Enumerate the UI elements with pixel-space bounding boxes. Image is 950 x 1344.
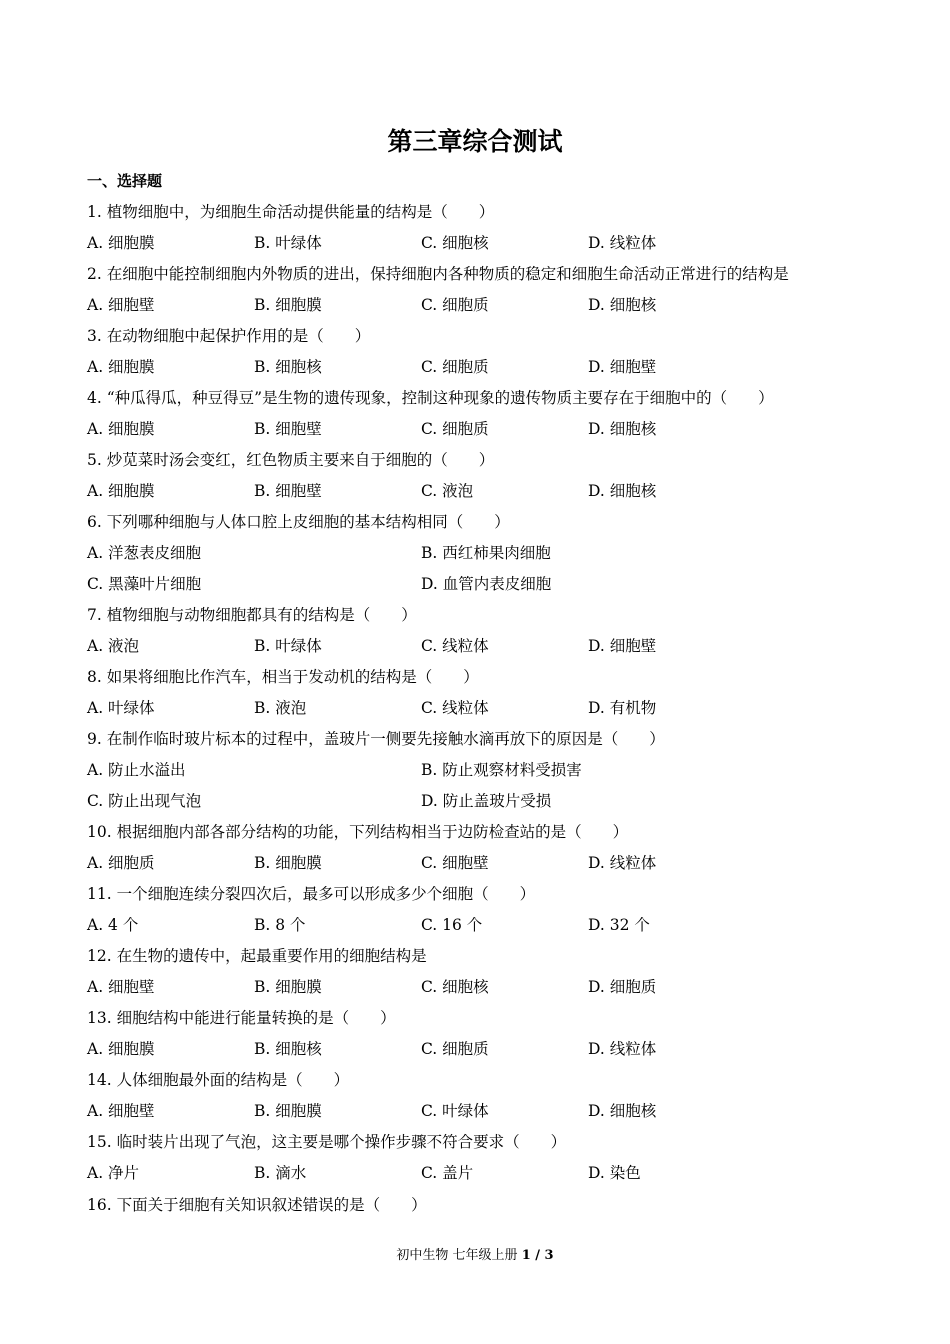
footer-text: 初中生物 七年级上册 [396,1248,522,1263]
option: A. 细胞膜 [87,358,155,376]
option: B. 细胞膜 [254,296,322,314]
option: A. 细胞膜 [87,482,155,500]
option: B. 细胞核 [254,1040,322,1058]
option: A. 净片 [87,1164,140,1182]
question-1: 1. 植物细胞中，为细胞生命活动提供能量的结构是（ ） [87,203,495,221]
option: D. 32 个 [588,916,650,934]
option: B. 液泡 [254,699,307,717]
question-3: 3. 在动物细胞中起保护作用的是（ ） [87,327,371,345]
question-8: 8. 如果将细胞比作汽车，相当于发动机的结构是（ ） [87,668,479,686]
option: D. 防止盖玻片受损 [421,792,552,810]
option: A. 叶绿体 [87,699,155,717]
option: D. 细胞壁 [588,637,657,655]
option: D. 细胞核 [588,1102,657,1120]
question-4: 4. “种瓜得瓜，种豆得豆”是生物的遗传现象，控制这种现象的遗传物质主要存在于细胞中的（ ） [87,389,774,407]
question-15: 15. 临时装片出现了气泡，这主要是哪个操作步骤不符合要求（ ） [87,1133,567,1151]
option: A. 细胞膜 [87,234,155,252]
option: D. 染色 [588,1164,641,1182]
option: A. 细胞膜 [87,420,155,438]
option: C. 细胞质 [421,1040,489,1058]
option: D. 线粒体 [588,234,657,252]
option: B. 细胞壁 [254,420,322,438]
question-10: 10. 根据细胞内部各部分结构的功能，下列结构相当于边防检查站的是（ ） [87,823,629,841]
option: A. 4 个 [87,916,139,934]
option: C. 细胞质 [421,358,489,376]
option: C. 16 个 [421,916,483,934]
option: B. 8 个 [254,916,306,934]
question-16: 16. 下面关于细胞有关知识叙述错误的是（ ） [87,1196,427,1214]
page-footer [0,1244,950,1263]
option: D. 细胞壁 [588,358,657,376]
question-14: 14. 人体细胞最外面的结构是（ ） [87,1071,350,1089]
option: A. 防止水溢出 [87,761,186,779]
option: C. 细胞质 [421,296,489,314]
question-7: 7. 植物细胞与动物细胞都具有的结构是（ ） [87,606,417,624]
option: C. 细胞质 [421,420,489,438]
option: A. 细胞壁 [87,296,155,314]
option: D. 有机物 [588,699,657,717]
option: A. 液泡 [87,637,140,655]
option: B. 叶绿体 [254,234,322,252]
option: B. 叶绿体 [254,637,322,655]
option: A. 细胞质 [87,854,155,872]
option: D. 细胞核 [588,420,657,438]
option: C. 细胞核 [421,234,489,252]
option: C. 黑藻叶片细胞 [87,575,202,593]
option: B. 细胞膜 [254,978,322,996]
question-2: 2. 在细胞中能控制细胞内外物质的进出，保持细胞内各种物质的稳定和细胞生命活动正常进行的结构是 [87,265,789,283]
option: A. 细胞壁 [87,978,155,996]
option: C. 液泡 [421,482,474,500]
option: A. 细胞壁 [87,1102,155,1120]
option: D. 线粒体 [588,1040,657,1058]
question-13: 13. 细胞结构中能进行能量转换的是（ ） [87,1009,396,1027]
question-12: 12. 在生物的遗传中，起最重要作用的细胞结构是 [87,947,427,965]
question-11: 11. 一个细胞连续分裂四次后，最多可以形成多少个细胞（ ） [87,885,536,903]
option: D. 线粒体 [588,854,657,872]
question-6: 6. 下列哪种细胞与人体口腔上皮细胞的基本结构相同（ ） [87,513,510,531]
option: C. 细胞壁 [421,854,489,872]
option: B. 滴水 [254,1164,307,1182]
option: C. 叶绿体 [421,1102,489,1120]
option: B. 细胞膜 [254,1102,322,1120]
option: A. 细胞膜 [87,1040,155,1058]
option: D. 细胞核 [588,482,657,500]
option: B. 细胞壁 [254,482,322,500]
option: B. 细胞核 [254,358,322,376]
option: D. 血管内表皮细胞 [421,575,552,593]
option: C. 细胞核 [421,978,489,996]
option: B. 细胞膜 [254,854,322,872]
option: B. 防止观察材料受损害 [421,761,582,779]
question-5: 5. 炒苋菜时汤会变红，红色物质主要来自于细胞的（ ） [87,451,495,469]
section-heading: 一、选择题 [87,172,163,190]
option: C. 线粒体 [421,699,489,717]
option: C. 防止出现气泡 [87,792,202,810]
page-title: 第三章综合测试 [387,127,563,156]
page-number: 1 / 3 [521,1248,554,1263]
option: D. 细胞质 [588,978,657,996]
option: C. 盖片 [421,1164,474,1182]
option: B. 西红柿果肉细胞 [421,544,551,562]
option: A. 洋葱表皮细胞 [87,544,202,562]
option: C. 线粒体 [421,637,489,655]
option: D. 细胞核 [588,296,657,314]
question-9: 9. 在制作临时玻片标本的过程中，盖玻片一侧要先接触水滴再放下的原因是（ ） [87,730,665,748]
